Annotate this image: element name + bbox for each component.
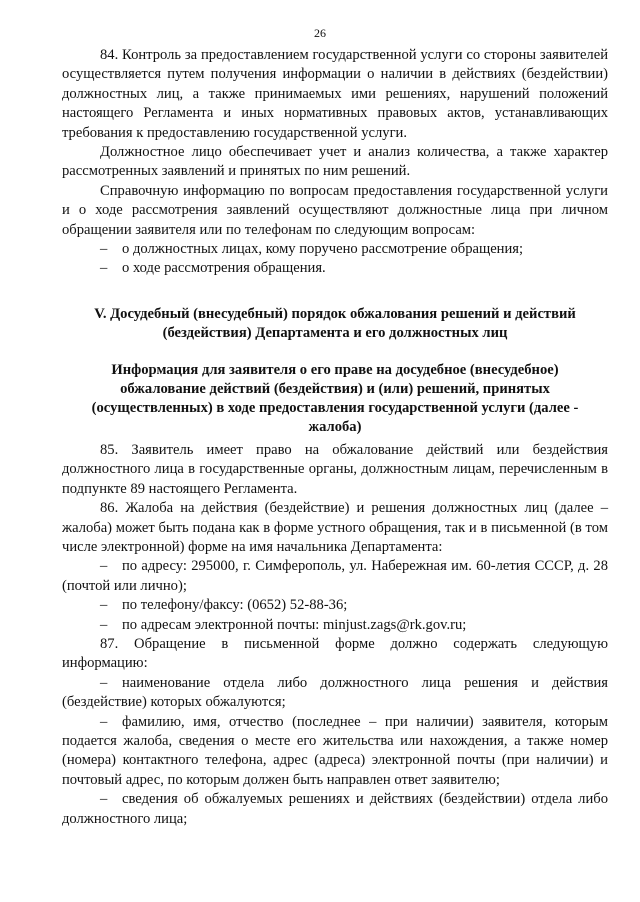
list-item-text: по телефону/факсу: (0652) 52-88-36; (122, 597, 348, 614)
paragraph-84-reference: Справочную информацию по вопросам предоставления государственной услуги и о ходе рассмотрения заявлений осуществляют должностные лица при личном обращении заявителя или по телефонам по следующим вопросам: (62, 182, 608, 238)
list-item-text: по адресам электронной почты: minjust.zags@rk.gov.ru; (122, 616, 467, 633)
dash-marker: – (100, 558, 108, 575)
list-item (62, 240, 608, 259)
list-item-text: о должностных лицах, кому поручено рассмотрение обращения; (122, 241, 524, 258)
paragraph-87: 87. Обращение в письменной форме должно содержать следующую информацию: (62, 635, 608, 672)
dash-marker: – (100, 241, 108, 258)
paragraph-86: 86. Жалоба на действия (бездействие) и решения должностных лиц (далее – жалоба) может быть подана как в форме устного обращения, так и в письменной (в том числе электронной) форме на имя начальника Департамента: (62, 500, 608, 555)
dash-marker: – (100, 674, 108, 691)
list-item (62, 713, 608, 791)
paragraph-85: 85. Заявитель имеет право на обжалование действий или бездействия должностного лица в государственные органы, должностным лицам, перечисленным в подпункте 89 настоящего Регламента. (62, 441, 608, 497)
list-item (62, 674, 608, 713)
dash-marker: – (100, 260, 108, 277)
dash-marker: – (100, 713, 108, 730)
document-body (62, 46, 608, 829)
list-item-text: о ходе рассмотрения обращения. (122, 260, 326, 277)
list-item-text: сведения об обжалуемых решениях и действиях (бездействии) отдела либо должностного лица; (62, 791, 608, 827)
dash-marker: – (100, 616, 108, 633)
list-item (62, 790, 608, 829)
list-item-text: фамилию, имя, отчество (последнее – при наличии) заявителя, которым подается жалоба, сведения о месте его жительства или нахождения, а также номер (номера) контактного телефона, адрес (адреса) электронной почты (при наличии) и почтовый адрес, по которым должен быть направлен ответ заявителю; (62, 713, 608, 788)
section-heading: V. Досудебный (внесудебный) порядок обжалования решений и действий (бездействия) Департамента и его должностных лиц (94, 305, 576, 341)
paragraph-84-official: Должностное лицо обеспечивает учет и анализ количества, а также характер рассмотренных заявлений и принятых по ним решений. (62, 144, 608, 180)
list-item (62, 259, 608, 278)
list-item (62, 616, 608, 635)
list-item (62, 557, 608, 596)
dash-marker: – (100, 791, 108, 808)
list-item (62, 596, 608, 615)
subsection-heading: Информация для заявителя о его праве на досудебное (внесудебное) обжалование действий (бездействия) и (или) решений, принятых (осуществленных) в ходе предоставления государственной услуги (далее - жалоба) (91, 361, 579, 435)
list-item-text: по адресу: 295000, г. Симферополь, ул. Набережная им. 60-летия СССР, д. 28 (почтой или лично); (62, 558, 608, 594)
list-item-text: наименование отдела либо должностного лица решения и действия (бездействие) которых обжалуются; (62, 674, 608, 711)
page-number: 26 (314, 26, 326, 40)
paragraph-84: 84. Контроль за предоставлением государственной услуги со стороны заявителей осуществляется путем получения информации о наличии в действиях (бездействии) должностных лиц, а также принимаемых ими решениях, нарушений положений настоящего Регламента и иных нормативных правовых актов, устанавливающих требования к предоставлению государственной услуги. (62, 47, 608, 141)
dash-marker: – (100, 597, 108, 614)
